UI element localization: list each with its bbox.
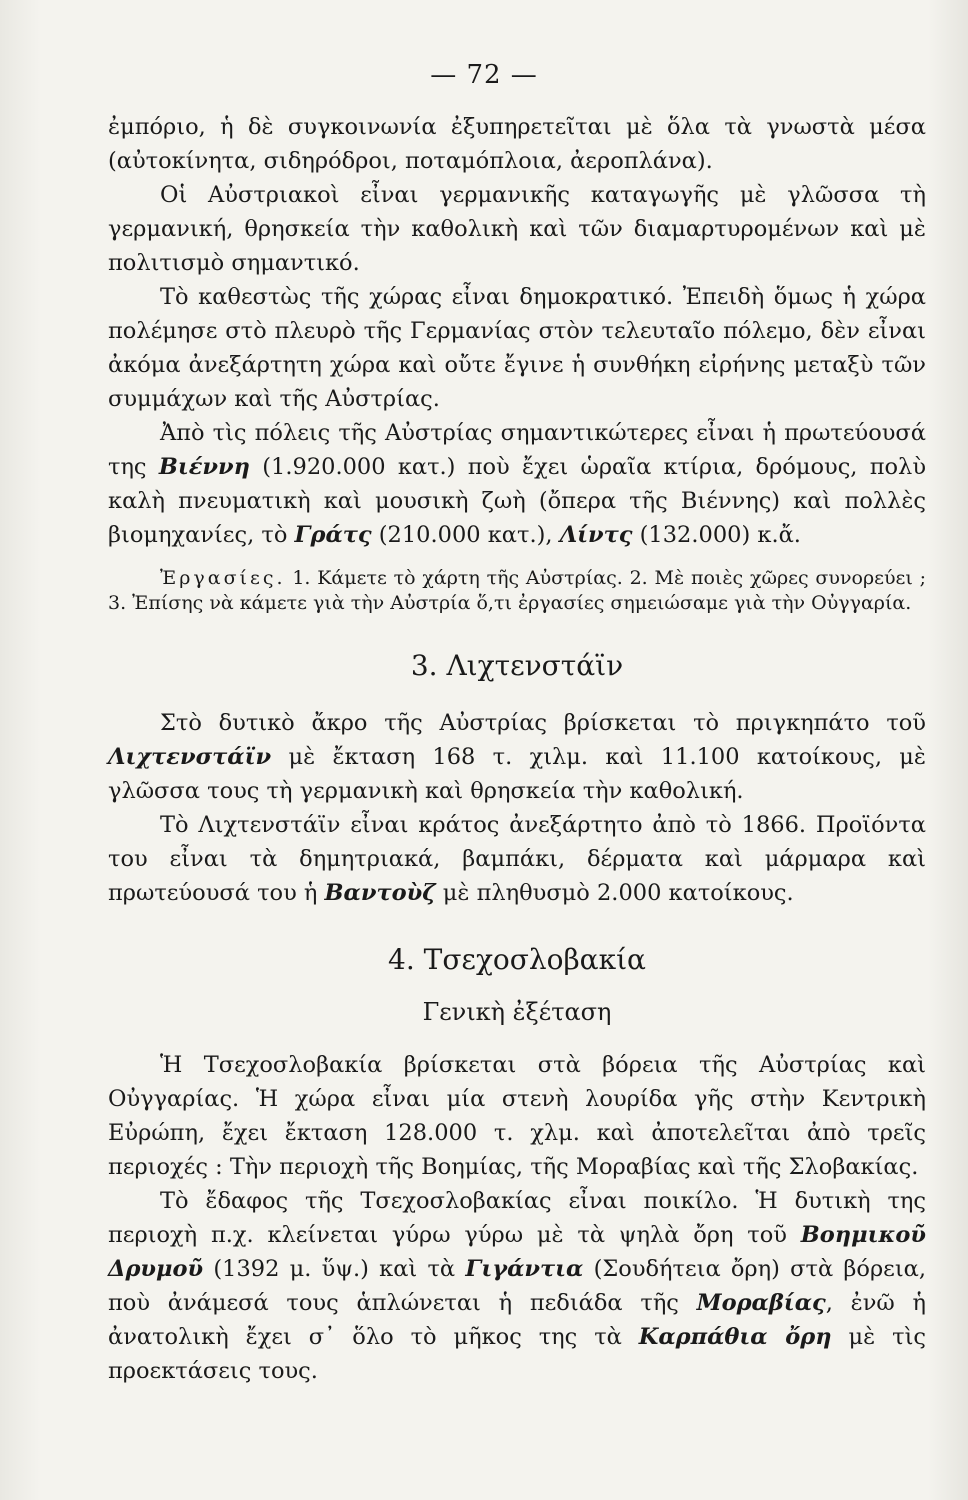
terrain-text-a: Τὸ ἔδαφος τῆς Τσεχοσλοβακίας εἶναι ποικίλο. Ἡ δυτικὴ της περιοχὴ π.χ. κλείνεται γύρω γύρω μὲ τὰ ψηλὰ ὄρη τοῦ: [108, 1188, 926, 1248]
liechtenstein-text-a: Στὸ δυτικὸ ἄκρο τῆς Αὐστρίας βρίσκεται τὸ πριγκηπάτο τοῦ: [160, 710, 926, 736]
exercises-paragraph: [108, 566, 926, 616]
czechoslovakia-paragraph-location: Ἡ Τσεχοσλοβακία βρίσκεται στὰ βόρεια τῆς Αὐστρίας καὶ Οὐγγαρίας. Ἡ χώρα εἶναι μία στενὴ λουρίδα γῆς στὴν Κεντρικὴ Εὐρώπη, ἔχει ἔκταση 128.000 τ. χλμ. καὶ ἀποτελεῖται ἀπὸ τρεῖς περιοχές : Τὴν περιοχὴ τῆς Βοημίας, τῆς Μοραβίας καὶ τῆς Σλοβακίας.: [108, 1052, 926, 1180]
bohemian-forest: Βοημικοῦ Δρυμοῦ: [108, 1222, 926, 1282]
exercises-text: 1. Κάμετε τὸ χάρτη τῆς Αὐστρίας. 2. Μὲ ποιὲς χῶρες συνορεύει ; 3. Ἐπίσης νὰ κάμετε γιὰ τὴν Αὐστρία ὅ,τι ἐργασίες σημειώσαμε γιὰ τὴν Οὐγγαρία.: [108, 567, 926, 614]
intro-paragraph-regime: Τὸ καθεστὼς τῆς χώρας εἶναι δημοκρατικό. Ἐπειδὴ ὅμως ἡ χώρα πολέμησε στὸ πλευρὸ τῆς Γερμανίας στὸν τελευταῖο πόλεμο, δὲν εἶναι ἀκόμα ἀνεξάρτητη χώρα καὶ οὔτε ἔγινε ἡ συνθήκη εἰρήνης μεταξὺ τῶν συμμάχων καὶ τῆς Αὐστρίας.: [108, 284, 926, 412]
giant-mountains: Γιγάντια: [465, 1256, 584, 1282]
liechtenstein-text-b: μὲ ἔκταση 168 τ. χιλμ. καὶ 11.100 κατοίκους, μὲ γλῶσσα τους τὴ γερμανικὴ καὶ θρησκεία τὴν καθολική.: [108, 744, 926, 804]
liechtenstein-state-text-b: μὲ πληθυσμὸ 2.000 κατοίκους.: [435, 880, 794, 906]
subheading-general-review: Γενικὴ ἐξέταση: [422, 998, 612, 1026]
czechoslovakia-paragraph-terrain: [108, 1184, 926, 1388]
liechtenstein-name: Λιχτενστάϊν: [108, 744, 272, 770]
cities-text-a: Ἀπὸ τὶς πόλεις τῆς Αὐστρίας σημαντικώτερες εἶναι ἡ πρωτεύουσά της: [108, 420, 926, 480]
city-linz: Λίντς: [559, 522, 633, 548]
capital-vaduz: Βαντοὺζ: [324, 880, 436, 906]
section-heading-liechtenstein: 3. Λιχτενστάϊν: [410, 649, 624, 682]
terrain-text-b: (1392 μ. ὕψ.) καὶ τὰ: [203, 1256, 466, 1282]
intro-paragraph-people: Οἱ Αὐστριακοὶ εἶναι γερμανικῆς καταγωγῆς μὲ γλῶσσα τὴ γερμανική, θρησκεία τὴν καθολικὴ καὶ τῶν διαμαρτυρομένων καὶ μὲ πολιτισμὸ σημαντικό.: [108, 182, 926, 276]
section-heading-czechoslovakia: 4. Τσεχοσλοβακία: [388, 943, 646, 976]
intro-paragraph-cities: [108, 416, 926, 552]
terrain-text-c: (Σουδήτεια ὄρη) στὰ βόρεια, ποὺ ἀνάμεσά τους ἁπλώνεται ἡ πεδιάδα τῆς: [108, 1256, 926, 1316]
exercises-label: Ἐργασίες.: [160, 567, 286, 589]
city-vienna: Βιέννη: [158, 454, 250, 480]
carpathian-mountains: Καρπάθια ὄρη: [638, 1324, 832, 1350]
page-number: — 72 —: [430, 60, 538, 90]
intro-paragraph-trade: ἐμπόριο, ἡ δὲ συγκοινωνία ἐξυπηρετεῖται μὲ ὅλα τὰ γνωστὰ μέσα (αὐτοκίνητα, σιδηρόδροι, ποταμόπλοια, ἀεροπλάνα).: [108, 114, 926, 174]
cities-text-c: (210.000 κατ.),: [371, 522, 560, 548]
moravia: Μοραβίας: [696, 1290, 826, 1316]
cities-text-b: (1.920.000 κατ.) ποὺ ἔχει ὡραῖα κτίρια, δρόμους, πολὺ καλὴ πνευματικὴ καὶ μουσικὴ ζωὴ (ὄπερα τῆς Βιέννης) καὶ πολλὲς βιομηχανίες, τὸ: [108, 454, 926, 548]
cities-text-d: (132.000) κ.ἄ.: [632, 522, 801, 548]
terrain-text-d: , ἐνῶ ἡ ἀνατολικὴ ἔχει σ᾽ ὅλο τὸ μῆκος της τὰ: [108, 1290, 926, 1350]
liechtenstein-state-text-a: Τὸ Λιχτενστάϊν εἶναι κράτος ἀνεξάρτητο ἀπὸ τὸ 1866. Προϊόντα του εἶναι τὰ δημητριακά, βαμπάκι, δέρματα καὶ μάρμαρα καὶ πρωτεύουσά του ἡ: [108, 812, 926, 906]
page-content: [108, 110, 926, 1388]
city-graz: Γράτς: [294, 522, 372, 548]
liechtenstein-paragraph-state: [108, 808, 926, 910]
terrain-text-e: μὲ τὶς προεκτάσεις τους.: [108, 1324, 926, 1384]
liechtenstein-paragraph-location: [108, 706, 926, 808]
